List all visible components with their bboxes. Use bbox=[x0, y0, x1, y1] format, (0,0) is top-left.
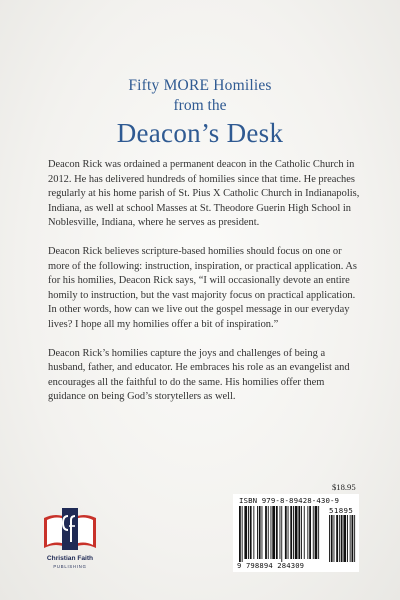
supplement-bar bbox=[341, 515, 343, 562]
title-line-2: from the bbox=[173, 97, 227, 114]
isbn-number: ISBN 979-8-89428-430-9 bbox=[239, 496, 340, 505]
barcode-bar bbox=[285, 506, 287, 559]
barcode-bar bbox=[307, 506, 308, 559]
description-paragraph-3: Deacon Rick’s homilies capture the joys and challenges of being a husband, father, and educator. He embraces his role as an evangelist and encourages all the faithful to do the same. His homilies offer them guidance on being God’s storytellers as well. bbox=[48, 347, 350, 403]
open-book-cf-icon bbox=[38, 504, 102, 554]
barcode-bar bbox=[259, 506, 261, 559]
barcode-bar bbox=[293, 506, 294, 559]
barcode-bar bbox=[239, 506, 241, 562]
publisher-name: Christian Faith bbox=[46, 555, 94, 562]
barcode-bar bbox=[248, 506, 249, 559]
supplement-bar bbox=[339, 515, 340, 562]
book-description bbox=[48, 158, 364, 419]
barcode-bar bbox=[280, 506, 281, 559]
supplement-bar bbox=[347, 515, 348, 562]
barcode-bar bbox=[276, 506, 278, 559]
book-title bbox=[0, 76, 400, 150]
barcode-bar bbox=[315, 506, 318, 559]
supplement-bar bbox=[331, 515, 333, 562]
barcode-bar bbox=[295, 506, 298, 559]
description-paragraph-1: Deacon Rick was ordained a permanent deacon in the Catholic Church in 2012. He has delivered hundreds of homilies since that time. He preaches regularly at his home parish of St. Pius X Catholic Church in Indianapolis, Indiana, as well at school Masses at St. Theodore Guerin High School in Noblesville, Indiana, where he serves as president. bbox=[48, 159, 360, 229]
supplement-bar bbox=[336, 515, 338, 562]
title-line-1: Fifty MORE Homilies bbox=[128, 77, 272, 94]
barcode-bar bbox=[281, 506, 282, 562]
barcode-bar bbox=[262, 506, 263, 559]
barcode-bar bbox=[309, 506, 311, 559]
barcode-bar bbox=[272, 506, 275, 559]
description-paragraph-2: Deacon Rick believes scripture-based homilies should focus on one or more of the following: instruction, inspiration, or practical application. As for his homilies, Deacon Rick says, “I will occasionally devote an entire homily to instruction, but the vast majority focus on practical application. In other words, how can we live out the gospel message in our everyday lives? I hope all my homilies offer a bit of inspiration.” bbox=[48, 245, 357, 330]
barcode-bar bbox=[250, 506, 252, 559]
barcode-bar bbox=[244, 506, 247, 559]
barcode-bar bbox=[257, 506, 258, 559]
publisher-logo bbox=[38, 504, 102, 574]
barcode-bar bbox=[242, 506, 243, 562]
price-label: $18.95 bbox=[332, 482, 356, 492]
supplement-bar bbox=[329, 515, 330, 562]
barcode-bar bbox=[290, 506, 292, 559]
barcode-bar bbox=[265, 506, 267, 559]
barcode-digits: 9 798894 284309 bbox=[237, 561, 305, 570]
barcode-bar bbox=[301, 506, 302, 559]
barcode-supplement-digits: 51895 bbox=[329, 506, 354, 515]
supplement-bar bbox=[354, 515, 355, 562]
title-line-3: Deacon’s Desk bbox=[116, 118, 284, 148]
publisher-subtitle: PUBLISHING bbox=[53, 564, 87, 569]
barcode-bar bbox=[298, 506, 300, 559]
barcode-bar bbox=[271, 506, 272, 559]
barcode-bar bbox=[288, 506, 289, 559]
barcode-bar bbox=[318, 506, 319, 559]
barcode-bar bbox=[253, 506, 254, 559]
supplement-bar bbox=[350, 515, 351, 562]
barcode-bar bbox=[268, 506, 269, 559]
supplement-bar bbox=[352, 515, 354, 562]
barcode-bar bbox=[313, 506, 314, 559]
isbn-barcode bbox=[233, 494, 359, 572]
supplement-bar bbox=[334, 515, 335, 562]
supplement-bar bbox=[343, 515, 346, 562]
barcode-bar bbox=[304, 506, 305, 559]
